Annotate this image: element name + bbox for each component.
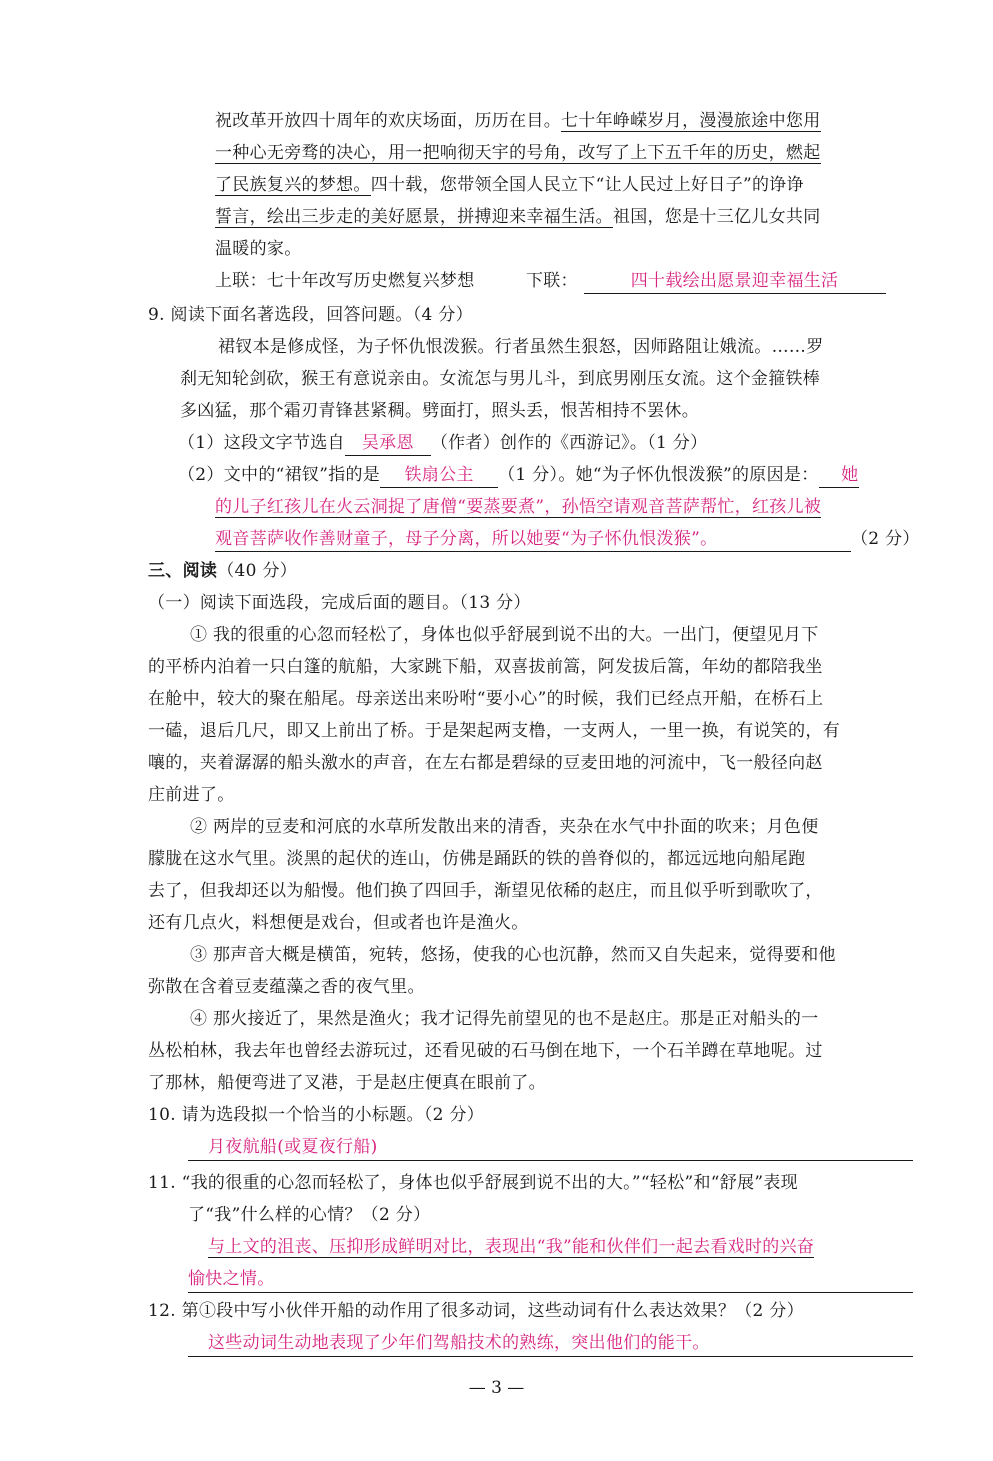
para-line-14: 丛松柏林，我去年也曾经去游玩过，还看见破的石马倒在地下，一个石羊蹲在草地呢。过 [148, 1041, 823, 1061]
q9-sub2-prefix: （2）文中的“裙钗”指的是 [178, 465, 381, 485]
couplet-lower-answer: 四十载绘出愿景迎幸福生活 [584, 269, 886, 294]
para-line-2: 的平桥内泊着一只白篷的航船，大家跳下船，双喜拔前篙，阿发拔后篙，年幼的都陪我坐 [148, 657, 823, 677]
q9-sub1-suffix: （作者）创作的《西游记》。（1 分） [430, 433, 708, 453]
intro-l3-part-a: 了民族复兴的梦想。 [215, 175, 371, 195]
page-number: — 3 — [468, 1378, 525, 1398]
couplet-line [215, 268, 886, 296]
section3-title: 三、阅读 [148, 561, 218, 581]
para-line-8: 朦胧在这水气里。淡黑的起伏的连山，仿佛是踊跃的铁的兽脊似的，都远远地向船尾跑 [148, 849, 806, 869]
para-line-11: ③ 那声音大概是横笛，宛转，悠扬，使我的心也沉静，然而又自失起来，觉得要和他 [190, 945, 836, 965]
q12-question: 12. 第①段中写小伙伴开船的动作用了很多动词，这些动词有什么表达效果？（2 分） [148, 1301, 804, 1321]
q9-sub2-middle: （1 分）。她“为子怀仇恨泼猴”的原因是： [498, 465, 819, 485]
intro-line-3 [215, 172, 804, 200]
section3-part1: （一）阅读下面选段，完成后面的题目。（13 分） [148, 593, 531, 613]
q9-sub2-reason-3: 观音菩萨收作善财童子，母子分离，所以她要“为子怀仇恨泼猴”。 [215, 527, 851, 552]
intro-line-1 [215, 108, 821, 136]
para-line-5: 嚷的，夹着潺潺的船头激水的声音，在左右都是碧绿的豆麦田地的河流中，飞一般径向赵 [148, 753, 823, 773]
intro-line-4-text [215, 207, 821, 228]
intro-line-5 [215, 236, 302, 264]
couplet-lower-label: 下联： [525, 271, 578, 291]
q11-question-line-1: 11. “我的很重的心忽而轻松了，身体也似乎舒展到说不出的大。”“轻松”和“舒展”表现 [148, 1173, 798, 1193]
q12-answer: 这些动词生动地表现了少年们驾船技术的熟练，突出他们的能干。 [208, 1333, 710, 1353]
q9-sub2 [178, 462, 859, 490]
q9-sub2-reason-1: 她 [819, 463, 859, 488]
q10-answer: 月夜航船(或夏夜行船) [208, 1137, 378, 1157]
q9-passage-line-3: 多凶猛，那个霜刃青锋甚紧稠。劈面打，照头丢，恨苦相持不罢休。 [180, 401, 699, 421]
para-line-4: 一磕，退后几尺，即又上前出了桥。于是架起两支橹，一支两人，一里一换，有说笑的，有 [148, 721, 840, 741]
intro-line-1-text [215, 111, 821, 132]
q9-sub2-reason-line-2 [215, 494, 821, 522]
q9-sub2-score: （2 分） [851, 529, 920, 549]
q10-question: 10. 请为选段拟一个恰当的小标题。（2 分） [148, 1105, 485, 1125]
q10-answer-rule [188, 1160, 913, 1161]
intro-line-3-text [215, 175, 804, 196]
q9-title: 9. 阅读下面名著选段，回答问题。（4 分） [148, 305, 473, 325]
para-line-9: 去了，但我却还以为船慢。他们换了四回手，渐望见依稀的赵庄，而且似乎听到歌吹了， [148, 881, 823, 901]
q9-sub2-answer: 铁扇公主 [380, 463, 498, 488]
intro-line-4 [215, 204, 821, 232]
q11-answer-line-2: 愉快之情。 [188, 1269, 275, 1289]
para-line-15: 了那林，船便弯进了叉港，于是赵庄便真在眼前了。 [148, 1073, 546, 1093]
section3-title-line [148, 558, 297, 586]
intro-l4-part-b: 祖国，您是十三亿儿女共同 [612, 207, 821, 227]
q11-question-line-2: 了“我”什么样的心情？（2 分） [188, 1205, 431, 1225]
intro-l1-part-b: 七十年峥嵘岁月，漫漫旅途中您用 [561, 111, 821, 131]
intro-l1-part-a: 祝改革开放四十周年的欢庆场面，历历在目。 [215, 111, 561, 131]
para-line-12: 弥散在含着豆麦蕴藻之香的夜气里。 [148, 977, 425, 997]
q9-sub1-answer: 吴承恩 [345, 431, 431, 456]
para-line-6: 庄前进了。 [148, 785, 235, 805]
para-line-10: 还有几点火，料想便是戏台，但或者也许是渔火。 [148, 913, 529, 933]
q9-sub2-reason-2: 的儿子红孩儿在火云洞捉了唐僧“要蒸要煮”，孙悟空请观音菩萨帮忙，红孩儿被 [215, 497, 822, 517]
q9-sub1-prefix: （1）这段文字节选自 [178, 433, 345, 453]
intro-line-2-text: 一种心无旁骛的决心，用一把响彻天宇的号角，改写了上下五千年的历史，燃起 [215, 143, 821, 163]
intro-line-2 [215, 140, 821, 168]
q12-answer-rule [188, 1356, 913, 1357]
q11-answer-line-1 [208, 1234, 814, 1262]
q11-answer-rule [188, 1292, 913, 1293]
q11-answer-1: 与上文的沮丧、压抑形成鲜明对比，表现出“我”能和伙伴们一起去看戏时的兴奋 [208, 1237, 815, 1257]
q9-sub1 [178, 430, 707, 458]
para-line-3: 在舱中，较大的聚在船尾。母亲送出来吩咐“要小心”的时候，我们已经点开船，在桥石上 [148, 689, 824, 709]
para-line-1: ① 我的很重的心忽而轻松了，身体也似乎舒展到说不出的大。一出门，便望见月下 [190, 625, 819, 645]
para-line-13: ④ 那火接近了，果然是渔火；我才记得先前望见的也不是赵庄。那是正对船头的一 [190, 1009, 819, 1029]
intro-line-5-text: 温暖的家。 [215, 239, 302, 259]
para-line-7: ② 两岸的豆麦和河底的水草所发散出来的清香，夹杂在水气中扑面的吹来；月色便 [190, 817, 819, 837]
section3-score: （40 分） [217, 561, 298, 581]
intro-l4-part-a: 誓言，绘出三步走的美好愿景，拼搏迎来幸福生活。 [215, 207, 613, 227]
intro-l3-part-b: 四十载，您带领全国人民立下“让人民过上好日子”的诤诤 [370, 175, 804, 195]
couplet-upper: 上联：七十年改写历史燃复兴梦想 [215, 271, 475, 291]
q9-sub2-reason-line-3 [215, 526, 920, 554]
q9-passage-line-1: 裙钗本是修成怪，为子怀仇恨泼猴。行者虽然生狠怒，因师路阻让娥流。……罗 [218, 337, 824, 357]
q9-passage-line-2: 刹无知轮剑砍，猴王有意说亲由。女流怎与男儿斗，到底男刚压女流。这个金箍铁棒 [180, 369, 821, 389]
